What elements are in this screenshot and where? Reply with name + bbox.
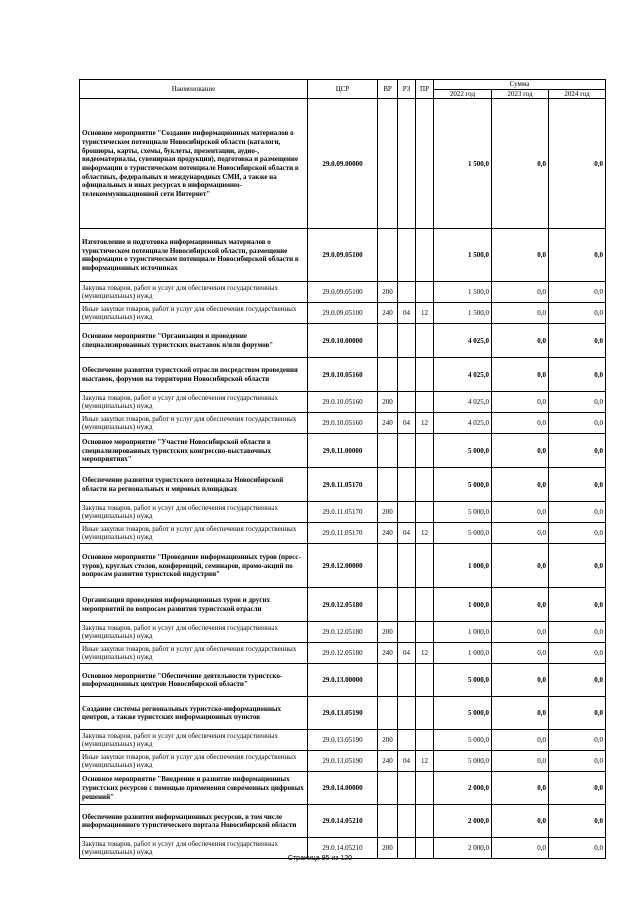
table-cell-csr: 29.0.10.00000 — [308, 324, 378, 358]
table-cell-name: Закупка товаров, работ и услуг для обеспечения государственных (муниципальных) нужд — [80, 838, 308, 859]
table-cell-name: Основное мероприятие "Обеспечение деятельности туристско-информационных центров Новосибирской области" — [80, 664, 308, 697]
table-cell-2022: 5 000,0 — [434, 502, 492, 523]
table-cell-2023: 0,0 — [492, 282, 549, 303]
table-cell-2024: 0,0 — [549, 805, 606, 838]
table-cell-csr: 29.0.09.05100 — [308, 229, 378, 282]
table-cell-2024: 0,0 — [549, 838, 606, 859]
table-cell-pr — [416, 730, 434, 751]
table-cell-rz — [398, 622, 416, 643]
table-cell-vr: 240 — [378, 523, 398, 544]
table-cell-2024: 0,0 — [549, 99, 606, 229]
table-cell-2022: 1 000,0 — [434, 622, 492, 643]
table-cell-2023: 0,0 — [492, 468, 549, 502]
table-cell-rz: 04 — [398, 751, 416, 772]
table-cell-name: Закупка товаров, работ и услуг для обеспечения государственных (муниципальных) нужд — [80, 392, 308, 413]
table-cell-csr: 29.0.09.05100 — [308, 303, 378, 324]
table-cell-pr — [416, 772, 434, 805]
table-cell-name: Иные закупки товаров, работ и услуг для обеспечения государственных (муниципальных) нужд — [80, 751, 308, 772]
table-row — [80, 413, 606, 434]
table-cell-rz — [398, 468, 416, 502]
table-cell-vr: 200 — [378, 282, 398, 303]
table-cell-2024: 0,0 — [549, 282, 606, 303]
table-cell-2023: 0,0 — [492, 229, 549, 282]
table-cell-2024: 0,0 — [549, 392, 606, 413]
table-cell-2022: 4 025,0 — [434, 392, 492, 413]
table-cell-2023: 0,0 — [492, 751, 549, 772]
table-cell-2024: 0,0 — [549, 588, 606, 622]
table-cell-rz: 04 — [398, 303, 416, 324]
table-cell-pr — [416, 324, 434, 358]
table-cell-rz — [398, 324, 416, 358]
table-cell-vr — [378, 664, 398, 697]
header-rz: РЗ — [398, 80, 416, 99]
table-cell-pr — [416, 622, 434, 643]
table-cell-rz — [398, 805, 416, 838]
table-cell-2024: 0,0 — [549, 434, 606, 468]
table-cell-2023: 0,0 — [492, 664, 549, 697]
table-cell-pr — [416, 588, 434, 622]
table-cell-name: Закупка товаров, работ и услуг для обеспечения государственных (муниципальных) нужд — [80, 502, 308, 523]
table-cell-csr: 29.0.11.05170 — [308, 523, 378, 544]
table-cell-2023: 0,0 — [492, 99, 549, 229]
table-cell-vr: 200 — [378, 622, 398, 643]
table-cell-name: Основное мероприятие "Создание информационных материалов о туристическом потенциале Новосибирской области (каталоги, брошюры, карты, схемы, буклеты, презентации, аудио-, видеоматериалы, сувенирная продукция), подготовка и размещение информации о туристическом потенциале Новосибирской области в областных, федеральных и международных СМИ, а также на официальных и иных ресурсах в информационно-телекоммуникационной сети Интернет" — [80, 99, 308, 229]
table-cell-pr: 12 — [416, 523, 434, 544]
table-cell-name: Обеспечение развития туристской отрасли посредством проведения выставок, форумов на территории Новосибирской области — [80, 358, 308, 392]
table-cell-2022: 1 500,0 — [434, 282, 492, 303]
table-cell-name: Организация проведения информационных туров и других мероприятий по вопросам развития туристской отрасли — [80, 588, 308, 622]
table-row — [80, 730, 606, 751]
table-row — [80, 468, 606, 502]
table-cell-name: Основное мероприятие "Организация и проведение специализированных туристских выставок и/или форумов" — [80, 324, 308, 358]
table-cell-rz — [398, 282, 416, 303]
header-2022: 2022 год — [434, 89, 492, 99]
table-cell-pr: 12 — [416, 643, 434, 664]
table-cell-rz — [398, 664, 416, 697]
table-cell-2024: 0,0 — [549, 730, 606, 751]
table-cell-name: Иные закупки товаров, работ и услуг для обеспечения государственных (муниципальных) нужд — [80, 413, 308, 434]
table-cell-vr — [378, 324, 398, 358]
table-cell-2023: 0,0 — [492, 588, 549, 622]
table-cell-csr: 29.0.13.00000 — [308, 664, 378, 697]
table-cell-rz — [398, 772, 416, 805]
table-cell-2022: 5 000,0 — [434, 730, 492, 751]
table-cell-pr: 12 — [416, 413, 434, 434]
table-cell-vr — [378, 229, 398, 282]
table-cell-2023: 0,0 — [492, 413, 549, 434]
table-cell-2023: 0,0 — [492, 502, 549, 523]
table-row — [80, 229, 606, 282]
table-cell-pr: 12 — [416, 303, 434, 324]
table-row — [80, 751, 606, 772]
header-sum: Сумма — [434, 80, 606, 90]
budget-table — [79, 79, 606, 859]
table-cell-2022: 5 000,0 — [434, 468, 492, 502]
table-cell-csr: 29.0.10.05160 — [308, 358, 378, 392]
table-cell-csr: 29.0.11.05170 — [308, 502, 378, 523]
table-cell-2023: 0,0 — [492, 303, 549, 324]
table-cell-csr: 29.0.12.00000 — [308, 544, 378, 588]
table-cell-rz — [398, 392, 416, 413]
table-cell-2023: 0,0 — [492, 697, 549, 730]
table-row — [80, 282, 606, 303]
header-2024: 2024 год — [549, 89, 606, 99]
table-cell-vr: 200 — [378, 838, 398, 859]
table-cell-2023: 0,0 — [492, 772, 549, 805]
table-cell-2024: 0,0 — [549, 643, 606, 664]
table-cell-csr: 29.0.09.00000 — [308, 99, 378, 229]
table-header — [80, 80, 606, 99]
table-cell-csr: 29.0.13.05190 — [308, 697, 378, 730]
table-row — [80, 622, 606, 643]
table-body — [80, 99, 606, 859]
table-cell-pr — [416, 468, 434, 502]
table-cell-vr: 200 — [378, 502, 398, 523]
table-cell-2024: 0,0 — [549, 523, 606, 544]
table-cell-pr — [416, 434, 434, 468]
table-cell-2022: 1 000,0 — [434, 643, 492, 664]
table-cell-csr: 29.0.14.05210 — [308, 805, 378, 838]
table-row — [80, 664, 606, 697]
table-cell-name: Основное мероприятие "Участие Новосибирской области в специализированных туристских конгрессно-выставочных мероприятиях" — [80, 434, 308, 468]
header-name: Наименование — [80, 80, 308, 99]
table-row — [80, 772, 606, 805]
table-cell-name: Основное мероприятие "Проведение информационных туров (пресс-туров), круглых столов, конференций, семинаров, промо-акций по вопросам развития туристской индустрии" — [80, 544, 308, 588]
table-cell-2024: 0,0 — [549, 324, 606, 358]
table-cell-rz: 04 — [398, 523, 416, 544]
table-cell-pr — [416, 664, 434, 697]
table-cell-name: Закупка товаров, работ и услуг для обеспечения государственных (муниципальных) нужд — [80, 730, 308, 751]
table-cell-2023: 0,0 — [492, 434, 549, 468]
table-row — [80, 544, 606, 588]
table-cell-csr: 29.0.12.05180 — [308, 588, 378, 622]
table-cell-2024: 0,0 — [549, 468, 606, 502]
table-cell-rz — [398, 697, 416, 730]
table-row — [80, 697, 606, 730]
table-cell-2023: 0,0 — [492, 730, 549, 751]
table-cell-2022: 4 025,0 — [434, 358, 492, 392]
table-cell-rz — [398, 99, 416, 229]
table-cell-vr: 240 — [378, 643, 398, 664]
table-cell-pr — [416, 502, 434, 523]
table-cell-name: Обеспечение развития туристского потенциала Новосибирской области на региональных и мировых площадках — [80, 468, 308, 502]
table-cell-2022: 2 000,0 — [434, 772, 492, 805]
table-row — [80, 392, 606, 413]
table-cell-vr — [378, 468, 398, 502]
table-cell-name: Иные закупки товаров, работ и услуг для обеспечения государственных (муниципальных) нужд — [80, 523, 308, 544]
header-csr: ЦСР — [308, 80, 378, 99]
table-cell-2022: 1 000,0 — [434, 588, 492, 622]
table-cell-csr: 29.0.12.05180 — [308, 622, 378, 643]
table-cell-name: Основное мероприятие "Внедрение и развитие информационных туристских ресурсов с помощью применения современных цифровых решений" — [80, 772, 308, 805]
table-cell-name: Иные закупки товаров, работ и услуг для обеспечения государственных (муниципальных) нужд — [80, 303, 308, 324]
table-cell-2024: 0,0 — [549, 358, 606, 392]
table-cell-rz: 04 — [398, 643, 416, 664]
table-cell-vr — [378, 99, 398, 229]
table-cell-pr — [416, 358, 434, 392]
table-cell-csr: 29.0.10.05160 — [308, 413, 378, 434]
table-cell-2024: 0,0 — [549, 751, 606, 772]
table-cell-pr — [416, 282, 434, 303]
table-cell-2024: 0,0 — [549, 544, 606, 588]
header-vr: ВР — [378, 80, 398, 99]
table-cell-2024: 0,0 — [549, 622, 606, 643]
table-cell-pr: 12 — [416, 751, 434, 772]
table-cell-pr — [416, 229, 434, 282]
table-cell-name: Обеспечение развития информационных ресурсов, в том числе информационного туристического портала Новосибирской области — [80, 805, 308, 838]
table-cell-vr — [378, 544, 398, 588]
table-cell-csr: 29.0.14.00000 — [308, 772, 378, 805]
table-cell-csr: 29.0.13.05190 — [308, 730, 378, 751]
table-cell-rz — [398, 502, 416, 523]
table-cell-vr: 240 — [378, 303, 398, 324]
table-cell-2022: 2 000,0 — [434, 838, 492, 859]
table-cell-rz — [398, 434, 416, 468]
table-cell-2024: 0,0 — [549, 664, 606, 697]
table-row — [80, 523, 606, 544]
table-row — [80, 434, 606, 468]
table-cell-2023: 0,0 — [492, 622, 549, 643]
header-2023: 2023 год — [492, 89, 549, 99]
table-cell-csr: 29.0.13.05190 — [308, 751, 378, 772]
table-cell-csr: 29.0.14.05210 — [308, 838, 378, 859]
table-cell-2023: 0,0 — [492, 544, 549, 588]
table-cell-vr: 200 — [378, 730, 398, 751]
table-cell-2022: 5 000,0 — [434, 523, 492, 544]
table-cell-rz — [398, 730, 416, 751]
header-pr: ПР — [416, 80, 434, 99]
table-cell-pr — [416, 805, 434, 838]
table-cell-vr — [378, 434, 398, 468]
table-cell-name: Иные закупки товаров, работ и услуг для обеспечения государственных (муниципальных) нужд — [80, 643, 308, 664]
table-row — [80, 502, 606, 523]
table-cell-csr: 29.0.10.05160 — [308, 392, 378, 413]
table-cell-name: Закупка товаров, работ и услуг для обеспечения государственных (муниципальных) нужд — [80, 622, 308, 643]
table-cell-2022: 1 500,0 — [434, 303, 492, 324]
table-cell-2022: 5 000,0 — [434, 697, 492, 730]
table-cell-2022: 4 025,0 — [434, 413, 492, 434]
table-cell-2023: 0,0 — [492, 805, 549, 838]
page-number: Страница 95 из 120 — [287, 855, 353, 862]
table-cell-2024: 0,0 — [549, 697, 606, 730]
table-cell-name: Закупка товаров, работ и услуг для обеспечения государственных (муниципальных) нужд — [80, 282, 308, 303]
table-cell-2022: 2 000,0 — [434, 805, 492, 838]
table-cell-rz — [398, 544, 416, 588]
table-cell-2022: 5 000,0 — [434, 751, 492, 772]
table-cell-pr — [416, 544, 434, 588]
table-cell-2024: 0,0 — [549, 502, 606, 523]
table-cell-vr — [378, 697, 398, 730]
table-cell-2022: 1 500,0 — [434, 229, 492, 282]
table-cell-2023: 0,0 — [492, 392, 549, 413]
table-cell-2022: 5 000,0 — [434, 434, 492, 468]
table-cell-rz — [398, 358, 416, 392]
table-cell-2022: 1 500,0 — [434, 99, 492, 229]
table-cell-vr: 240 — [378, 751, 398, 772]
table-cell-2024: 0,0 — [549, 229, 606, 282]
table-cell-2023: 0,0 — [492, 523, 549, 544]
table-cell-2024: 0,0 — [549, 772, 606, 805]
table-cell-csr: 29.0.11.00000 — [308, 434, 378, 468]
table-cell-vr — [378, 588, 398, 622]
table-cell-2022: 4 025,0 — [434, 324, 492, 358]
table-row — [80, 303, 606, 324]
table-cell-2022: 1 000,0 — [434, 544, 492, 588]
table-row — [80, 358, 606, 392]
table-row — [80, 805, 606, 838]
table-cell-vr — [378, 358, 398, 392]
table-cell-2023: 0,0 — [492, 358, 549, 392]
table-cell-vr: 240 — [378, 413, 398, 434]
table-cell-pr — [416, 392, 434, 413]
table-cell-vr — [378, 805, 398, 838]
table-cell-csr: 29.0.09.05100 — [308, 282, 378, 303]
table-row — [80, 643, 606, 664]
table-row — [80, 588, 606, 622]
table-cell-rz: 04 — [398, 413, 416, 434]
table-cell-2023: 0,0 — [492, 324, 549, 358]
table-cell-csr: 29.0.12.05180 — [308, 643, 378, 664]
table-cell-rz — [398, 229, 416, 282]
table-cell-vr — [378, 772, 398, 805]
table-cell-2023: 0,0 — [492, 838, 549, 859]
table-row — [80, 324, 606, 358]
table-cell-name: Создание системы региональных туристско-информационных центров, а также туристских информационных пунктов — [80, 697, 308, 730]
table-cell-vr: 200 — [378, 392, 398, 413]
table-cell-csr: 29.0.11.05170 — [308, 468, 378, 502]
table-cell-name: Изготовление и подготовка информационных материалов о туристическом потенциале Новосибирской области, размещение информации о туристическом потенциале Новосибирской области в информационных источниках — [80, 229, 308, 282]
table-cell-2022: 5 000,0 — [434, 664, 492, 697]
table-cell-pr — [416, 99, 434, 229]
table-cell-2023: 0,0 — [492, 643, 549, 664]
table-cell-2024: 0,0 — [549, 413, 606, 434]
table-cell-pr — [416, 697, 434, 730]
table-cell-rz — [398, 588, 416, 622]
table-cell-2024: 0,0 — [549, 303, 606, 324]
table-row — [80, 99, 606, 229]
